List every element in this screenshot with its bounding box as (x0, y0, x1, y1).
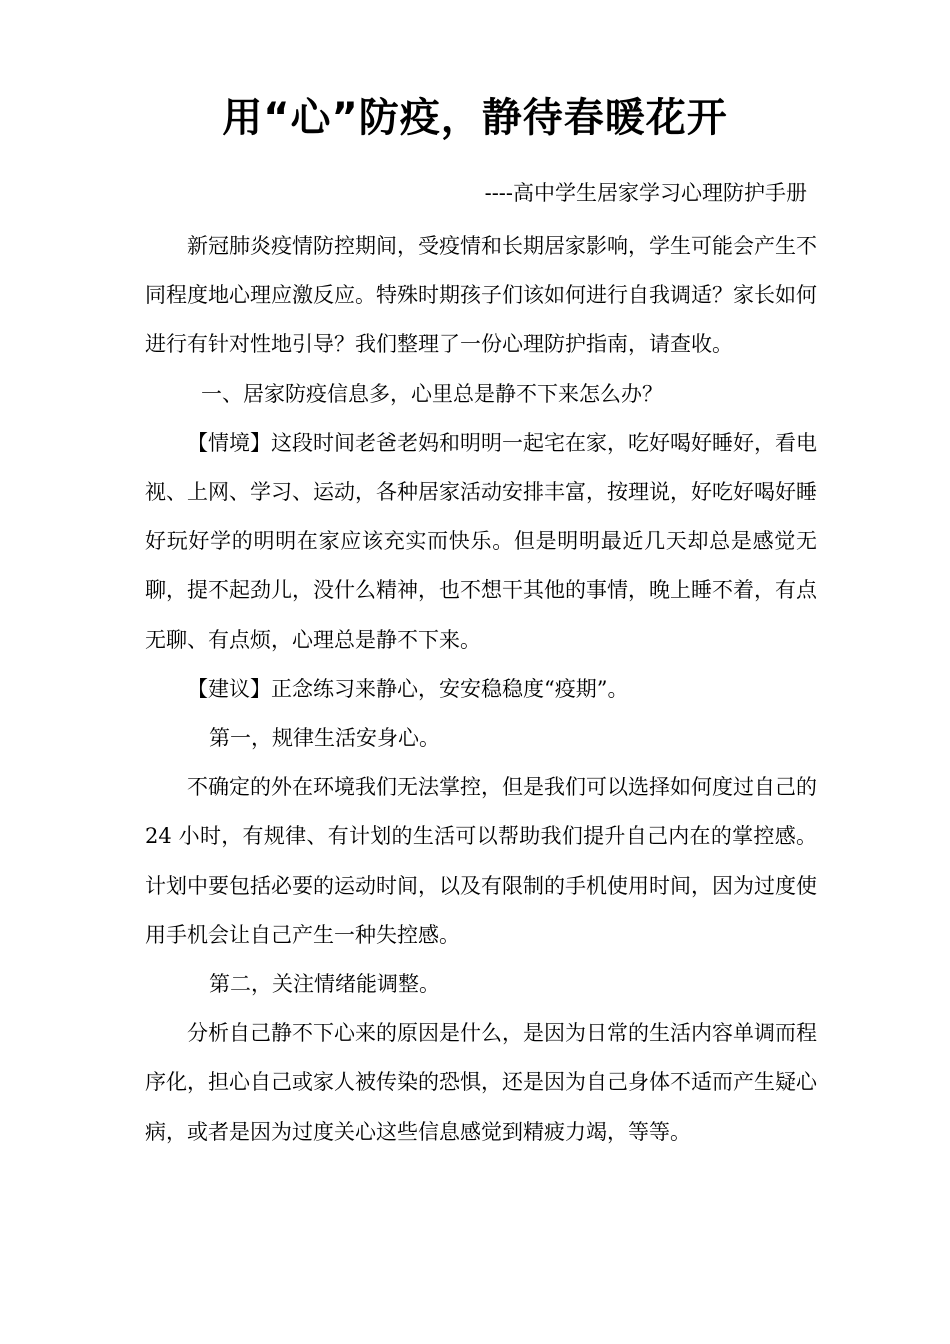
scenario-paragraph: 【情境】这段时间老爸老妈和明明一起宅在家，吃好喝好睡好，看电视、上网、学习、运动，各种居家活动安排丰富，按理说，好吃好喝好睡好玩好学的明明在家应该充实而快乐。但是明明最近几天却总是感觉无聊，提不起劲儿，没什么精神，也不想干其他的事情，晚上睡不着，有点无聊、有点烦，心理总是静不下来。 (145, 430, 817, 652)
document-subtitle: ----高中学生居家学习心理防护手册 (484, 181, 807, 205)
document-body (145, 222, 817, 1157)
section-heading: 一、居家防疫信息多，心里总是静不下来怎么办？ (201, 381, 663, 406)
point-paragraph-2: 分析自己静不下心来的原因是什么，是因为日常的生活内容单调而程序化，担心自己或家人被传染的恐惧，还是因为自己身体不适而产生疑心病，或者是因为过度关心这些信息感觉到精疲力竭，等等。 (145, 1021, 817, 1144)
point-paragraph-1: 不确定的外在环境我们无法掌控，但是我们可以选择如何度过自己的 24 小时，有规律、有计划的生活可以帮助我们提升自己内在的掌控感。计划中要包括必要的运动时间，以及有限制的手机使用时间，因为过度使用手机会让自己产生一种失控感。 (145, 775, 817, 947)
point-heading-1: 第一，规律生活安身心。 (209, 726, 440, 751)
intro-paragraph: 新冠肺炎疫情防控期间，受疫情和长期居家影响，学生可能会产生不同程度地心理应激反应。特殊时期孩子们该如何进行自我调适？家长如何进行有针对性地引导？我们整理了一份心理防护指南，请查收。 (145, 234, 817, 357)
suggestion-paragraph: 【建议】正念练习来静心，安安稳稳度“疫期”。 (187, 676, 629, 701)
point-heading-2: 第二，关注情绪能调整。 (209, 972, 440, 997)
document-title: 用“心”防疫，静待春暖花开 (222, 95, 728, 141)
